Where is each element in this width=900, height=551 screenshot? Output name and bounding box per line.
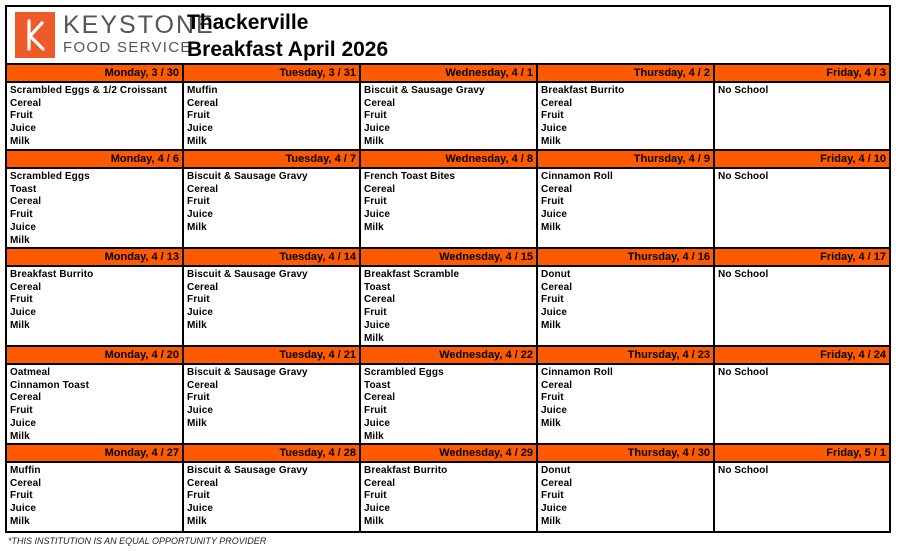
menu-item: Cereal <box>187 281 219 293</box>
menu-item: Juice <box>541 209 568 221</box>
day-date-header: Tuesday, 4 / 7 <box>184 151 359 169</box>
day-cell-friday <box>715 151 889 249</box>
menu-item: Milk <box>10 234 30 246</box>
menu-item: Fruit <box>541 392 564 404</box>
day-date-header: Monday, 3 / 30 <box>7 65 182 83</box>
menu-item: Cereal <box>10 392 42 404</box>
menu-item: Fruit <box>10 405 33 417</box>
menu-item: Milk <box>10 135 30 147</box>
menu-item: Fruit <box>364 490 387 502</box>
menu-item: Toast <box>364 281 391 293</box>
menu-item: Cereal <box>364 294 396 306</box>
menu-item-list <box>538 463 713 529</box>
menu-item: Scrambled Eggs <box>10 171 90 182</box>
menu-item-list <box>184 463 359 529</box>
menu-item: Milk <box>541 515 561 527</box>
menu-item: Juice <box>541 307 568 319</box>
menu-item: Cinnamon Roll <box>541 171 613 182</box>
menu-item: Juice <box>10 123 37 135</box>
day-date-header: Wednesday, 4 / 1 <box>361 65 536 83</box>
menu-item: Fruit <box>364 307 387 319</box>
day-date-header: Monday, 4 / 27 <box>7 445 182 463</box>
menu-item: Juice <box>364 123 391 135</box>
day-date-header: Friday, 4 / 17 <box>715 249 889 267</box>
day-date-header: Monday, 4 / 6 <box>7 151 182 169</box>
menu-item: Juice <box>10 307 37 319</box>
day-date-header: Friday, 4 / 3 <box>715 65 889 83</box>
day-date-header: Tuesday, 4 / 21 <box>184 347 359 365</box>
menu-item: Cereal <box>541 281 573 293</box>
menu-sheet <box>5 5 891 533</box>
menu-calendar-grid <box>7 65 889 531</box>
menu-item: Milk <box>187 319 207 331</box>
menu-item: Fruit <box>187 110 210 122</box>
day-cell-friday <box>715 65 889 151</box>
menu-item: Milk <box>10 515 30 527</box>
menu-item: Breakfast Burrito <box>364 465 448 476</box>
menu-item-list <box>715 365 889 380</box>
day-cell-tuesday <box>184 249 361 347</box>
menu-item: Cereal <box>364 392 396 404</box>
menu-item: Cereal <box>541 477 573 489</box>
keystone-k-logo-icon <box>15 12 55 58</box>
menu-item-list <box>7 83 182 149</box>
day-cell-wednesday <box>361 445 538 531</box>
menu-item: Juice <box>364 417 391 429</box>
menu-item-list <box>184 83 359 149</box>
day-date-header: Thursday, 4 / 16 <box>538 249 713 267</box>
menu-item: Milk <box>187 135 207 147</box>
day-date-header: Tuesday, 3 / 31 <box>184 65 359 83</box>
day-cell-tuesday <box>184 151 361 249</box>
menu-item: Juice <box>364 319 391 331</box>
menu-item: Biscuit & Sausage Gravy <box>364 85 485 96</box>
day-date-header: Tuesday, 4 / 28 <box>184 445 359 463</box>
menu-item: Cereal <box>364 97 396 109</box>
day-cell-monday <box>7 347 184 445</box>
menu-item-list <box>7 365 182 443</box>
menu-title: Breakfast April 2026 <box>187 38 389 61</box>
menu-item: Milk <box>364 430 384 442</box>
day-cell-tuesday <box>184 347 361 445</box>
menu-item-list <box>184 169 359 235</box>
menu-item: No School <box>718 367 769 378</box>
logo-wordmark-food-service: FOOD SERVICE <box>63 39 192 56</box>
menu-item: Fruit <box>10 490 33 502</box>
menu-item: Juice <box>187 307 214 319</box>
menu-item: No School <box>718 465 769 476</box>
menu-item-list <box>184 365 359 431</box>
day-cell-wednesday <box>361 249 538 347</box>
menu-item: Cereal <box>364 477 396 489</box>
menu-item: Cereal <box>10 477 42 489</box>
day-cell-tuesday <box>184 65 361 151</box>
menu-item: Fruit <box>364 110 387 122</box>
menu-item: Cereal <box>541 183 573 195</box>
day-cell-monday <box>7 249 184 347</box>
day-cell-thursday <box>538 347 715 445</box>
day-cell-thursday <box>538 445 715 531</box>
menu-item: Milk <box>364 332 384 344</box>
menu-item: Milk <box>364 221 384 233</box>
menu-item: Milk <box>541 319 561 331</box>
menu-item: Cinnamon Toast <box>10 379 89 391</box>
menu-item-list <box>7 169 182 247</box>
menu-item: Fruit <box>10 110 33 122</box>
logo-wordmark-keystone: KEYSTONE <box>63 11 215 39</box>
menu-item: Juice <box>541 405 568 417</box>
menu-item-list <box>538 365 713 431</box>
day-cell-thursday <box>538 151 715 249</box>
menu-item: Cereal <box>10 97 42 109</box>
menu-item: Juice <box>10 417 37 429</box>
menu-item: Milk <box>10 430 30 442</box>
day-cell-monday <box>7 65 184 151</box>
menu-item: Muffin <box>10 465 41 476</box>
menu-item: Juice <box>364 209 391 221</box>
menu-item: Cereal <box>541 379 573 391</box>
menu-item-list <box>538 267 713 333</box>
menu-item-list <box>361 463 536 529</box>
menu-item: Fruit <box>364 196 387 208</box>
menu-item: Fruit <box>187 490 210 502</box>
menu-item: Cereal <box>10 281 42 293</box>
menu-item: Fruit <box>541 196 564 208</box>
menu-item: Juice <box>187 503 214 515</box>
menu-header <box>7 7 889 65</box>
menu-item: Biscuit & Sausage Gravy <box>187 367 308 378</box>
menu-item: Fruit <box>541 490 564 502</box>
menu-item: Muffin <box>187 85 218 96</box>
menu-item: Toast <box>10 183 37 195</box>
menu-item-list <box>715 83 889 98</box>
day-cell-monday <box>7 151 184 249</box>
menu-item: Fruit <box>10 209 33 221</box>
menu-item: Juice <box>10 221 37 233</box>
menu-item: Scrambled Eggs <box>364 367 444 378</box>
menu-item-list <box>715 463 889 478</box>
menu-item: French Toast Bites <box>364 171 456 182</box>
menu-item: Fruit <box>10 294 33 306</box>
day-date-header: Friday, 5 / 1 <box>715 445 889 463</box>
menu-item: Cinnamon Roll <box>541 367 613 378</box>
menu-item: Fruit <box>187 196 210 208</box>
day-cell-tuesday <box>184 445 361 531</box>
menu-item: Scrambled Eggs & 1/2 Croissant <box>10 85 167 96</box>
menu-item: Toast <box>364 379 391 391</box>
menu-item-list <box>7 267 182 333</box>
menu-item: Juice <box>187 209 214 221</box>
day-date-header: Wednesday, 4 / 29 <box>361 445 536 463</box>
menu-item: Juice <box>187 405 214 417</box>
menu-item: Biscuit & Sausage Gravy <box>187 171 308 182</box>
menu-item: Milk <box>364 135 384 147</box>
menu-item: Milk <box>541 417 561 429</box>
menu-item: Juice <box>541 123 568 135</box>
menu-item-list <box>361 83 536 149</box>
school-name: Thackerville <box>187 11 309 34</box>
day-cell-monday <box>7 445 184 531</box>
menu-item: Biscuit & Sausage Gravy <box>187 465 308 476</box>
day-date-header: Tuesday, 4 / 14 <box>184 249 359 267</box>
menu-item: Cereal <box>187 183 219 195</box>
menu-item-list <box>361 365 536 443</box>
menu-item: Donut <box>541 269 571 280</box>
menu-item: Milk <box>364 515 384 527</box>
day-date-header: Thursday, 4 / 2 <box>538 65 713 83</box>
menu-item-list <box>715 267 889 282</box>
menu-item-list <box>538 83 713 149</box>
menu-item-list <box>361 267 536 345</box>
day-date-header: Thursday, 4 / 30 <box>538 445 713 463</box>
menu-item: Cereal <box>187 477 219 489</box>
day-date-header: Wednesday, 4 / 22 <box>361 347 536 365</box>
menu-item: Milk <box>187 417 207 429</box>
day-date-header: Thursday, 4 / 23 <box>538 347 713 365</box>
menu-item: Juice <box>541 503 568 515</box>
day-date-header: Monday, 4 / 13 <box>7 249 182 267</box>
menu-item: Fruit <box>364 405 387 417</box>
day-cell-friday <box>715 445 889 531</box>
menu-item: Cereal <box>10 196 42 208</box>
day-cell-thursday <box>538 249 715 347</box>
day-date-header: Friday, 4 / 24 <box>715 347 889 365</box>
day-cell-friday <box>715 249 889 347</box>
day-date-header: Wednesday, 4 / 8 <box>361 151 536 169</box>
menu-item-list <box>538 169 713 235</box>
menu-item: Juice <box>364 503 391 515</box>
menu-item: Milk <box>541 135 561 147</box>
menu-item: Milk <box>541 221 561 233</box>
day-date-header: Friday, 4 / 10 <box>715 151 889 169</box>
day-cell-thursday <box>538 65 715 151</box>
menu-item: Breakfast Scramble <box>364 269 460 280</box>
menu-item: Breakfast Burrito <box>10 269 94 280</box>
menu-item: Fruit <box>187 392 210 404</box>
menu-item: Milk <box>187 221 207 233</box>
menu-item: Juice <box>10 503 37 515</box>
menu-item: Breakfast Burrito <box>541 85 625 96</box>
equal-opportunity-footer: *THIS INSTITUTION IS AN EQUAL OPPORTUNITY PROVIDER <box>8 536 267 546</box>
day-cell-wednesday <box>361 65 538 151</box>
menu-item-list <box>7 463 182 529</box>
day-cell-wednesday <box>361 151 538 249</box>
menu-item: Oatmeal <box>10 367 51 378</box>
day-cell-wednesday <box>361 347 538 445</box>
menu-item: Cereal <box>187 97 219 109</box>
menu-item: Cereal <box>364 183 396 195</box>
day-date-header: Wednesday, 4 / 15 <box>361 249 536 267</box>
menu-item: No School <box>718 269 769 280</box>
menu-item: Cereal <box>541 97 573 109</box>
menu-item: Milk <box>10 319 30 331</box>
day-cell-friday <box>715 347 889 445</box>
menu-item: Fruit <box>541 110 564 122</box>
menu-item-list <box>361 169 536 235</box>
menu-item: Donut <box>541 465 571 476</box>
day-date-header: Thursday, 4 / 9 <box>538 151 713 169</box>
day-date-header: Monday, 4 / 20 <box>7 347 182 365</box>
menu-item: Cereal <box>187 379 219 391</box>
menu-item: Juice <box>187 123 214 135</box>
menu-item-list <box>184 267 359 333</box>
menu-item: Fruit <box>541 294 564 306</box>
menu-item-list <box>715 169 889 184</box>
menu-item: Milk <box>187 515 207 527</box>
menu-item: No School <box>718 171 769 182</box>
menu-item: Biscuit & Sausage Gravy <box>187 269 308 280</box>
menu-item: Fruit <box>187 294 210 306</box>
menu-item: No School <box>718 85 769 96</box>
